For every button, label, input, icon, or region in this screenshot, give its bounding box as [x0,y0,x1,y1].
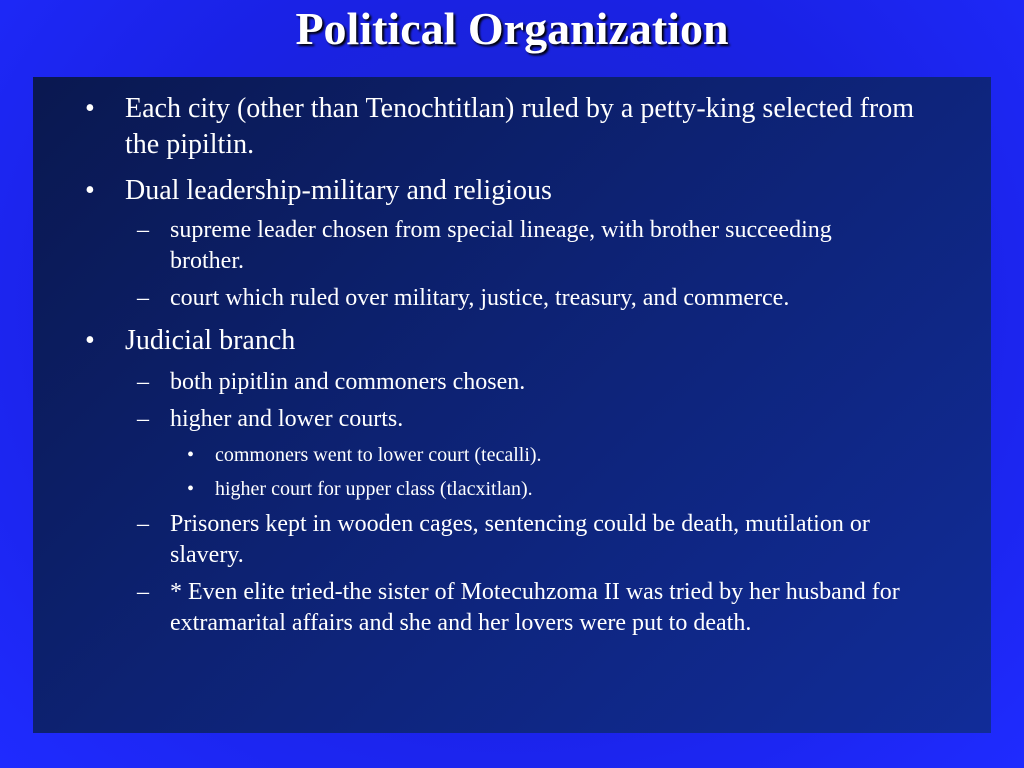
sub-marker: – [137,511,149,537]
bullet-text: Judicial branch [125,325,296,356]
sub-text: higher and lower courts. [170,406,404,432]
sub-item-3 [137,367,957,398]
sub-item-1 [137,215,837,277]
bullet-marker: • [85,175,95,206]
sub-sub-item-1 [187,441,947,469]
content-panel [33,77,991,733]
bullet-text: Each city (other than Tenochtitlan) ruled by a petty-king selected from the pipiltin. [125,93,915,160]
sub-item-4 [137,404,957,435]
sub-item-6 [137,577,957,639]
sub-sub-text: higher court for upper class (tlacxitlan). [215,478,533,500]
sub-text: both pipitlin and commoners chosen. [170,369,526,395]
bullet-marker: • [85,325,95,356]
sub-marker: – [137,579,149,605]
sub-sub-item-2 [187,475,947,503]
bullet-item-1 [85,91,945,163]
sub-marker: – [137,369,149,395]
sub-text: supreme leader chosen from special lineage, with brother succeeding brother. [170,217,832,274]
sub-text: Prisoners kept in wooden cages, sentencing could be death, mutilation or slavery. [170,511,870,568]
sub-item-2 [137,283,957,314]
sub-text: * Even elite tried-the sister of Motecuhzoma II was tried by her husband for extramarital affairs and she and her lovers were put to death. [170,579,900,636]
bullet-item-3 [85,323,945,359]
bullet-marker: • [85,93,95,124]
sub-marker: – [137,285,149,311]
sub-text: court which ruled over military, justice, treasury, and commerce. [170,285,790,311]
sub-item-5 [137,509,877,571]
sub-marker: – [137,217,149,243]
bullet-item-2 [85,173,945,209]
sub-sub-marker: • [187,478,195,500]
sub-sub-marker: • [187,444,195,466]
bullet-text: Dual leadership-military and religious [125,175,552,206]
slide-title: Political Organization [295,3,729,54]
sub-marker: – [137,406,149,432]
sub-sub-text: commoners went to lower court (tecalli). [215,444,542,466]
